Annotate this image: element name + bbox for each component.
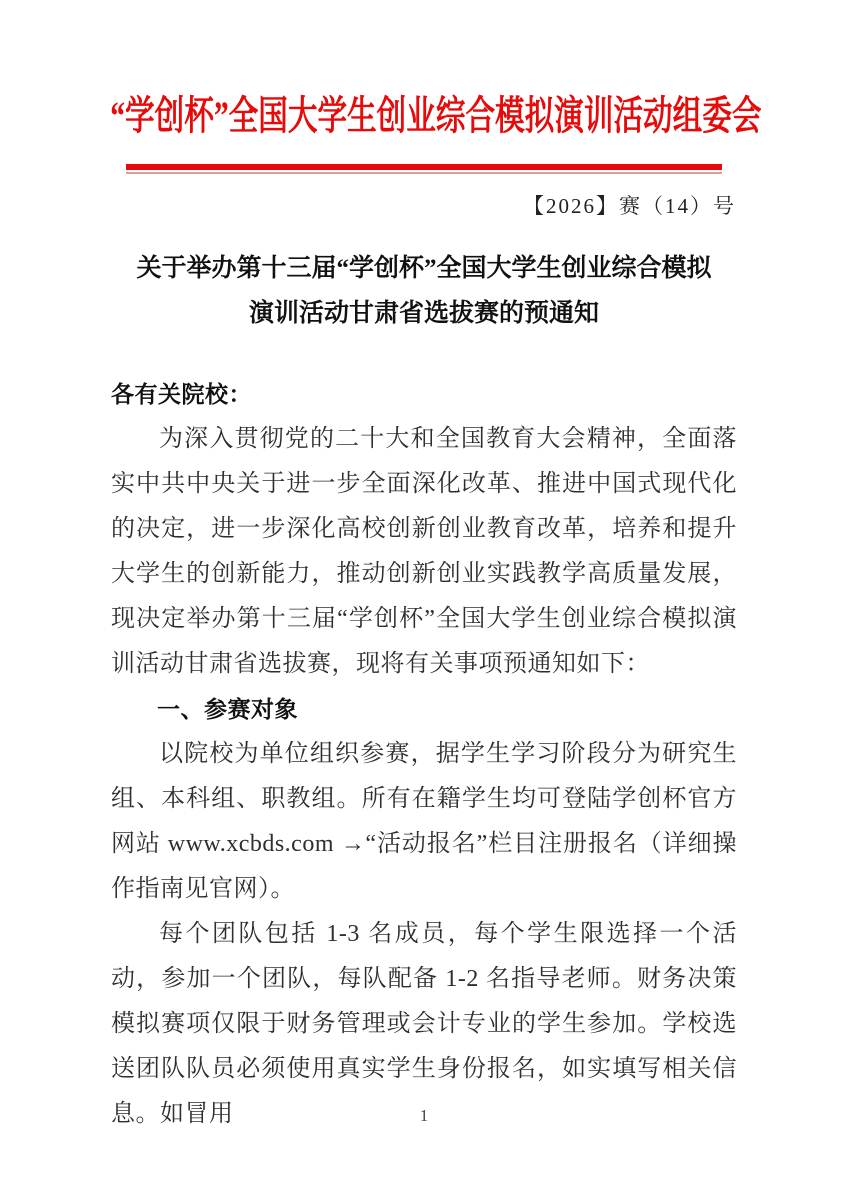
letterhead-rule-thick <box>126 164 722 170</box>
page-number: 1 <box>419 1106 429 1125</box>
document-body <box>111 372 737 1137</box>
letterhead-rule-thin <box>126 172 722 174</box>
document-title-line1: 关于举办第十三届“学创杯”全国大学生创业综合模拟 <box>136 255 712 282</box>
letterhead-rule <box>126 164 722 174</box>
intro-paragraph: 为深入贯彻党的二十大和全国教育大会精神，全面落实中共中央关于进一步全面深化改革、推进中国式现代化的决定，进一步深化高校创新创业教育改革，培养和提升大学生的创新能力，推动创新创业实践教学高质量发展，现决定举办第十三届“学创杯”全国大学生创业综合模拟演训活动甘肃省选拔赛，现将有关事项预通知如下： <box>111 426 737 677</box>
section-1-heading: 一、参赛对象 <box>157 696 298 722</box>
document-title <box>0 246 848 336</box>
section-1-paragraph-1: 以院校为单位组织参赛，据学生学习阶段分为研究生组、本科组、职教组。所有在籍学生均可登陆学创杯官方网站 www.xcbds.com →“活动报名”栏目注册报名（详细操作指南见官网）。 <box>111 741 737 902</box>
letterhead-org-name: “学创杯”全国大学生创业综合模拟演训活动组委会 <box>110 93 762 138</box>
document-title-line2: 演训活动甘肃省选拔赛的预通知 <box>248 300 599 327</box>
document-number: 【2026】赛（14）号 <box>523 194 736 218</box>
section-1-paragraph-2: 每个团队包括 1-3 名成员，每个学生限选择一个活动，参加一个团队，每队配备 1-2 名指导老师。财务决策模拟赛项仅限于财务管理或会计专业的学生参加。学校选送团队队员必须使用真实学生身份报名，如实填写相关信息。如冒用 <box>111 921 737 1127</box>
salutation: 各有关院校： <box>111 381 252 407</box>
